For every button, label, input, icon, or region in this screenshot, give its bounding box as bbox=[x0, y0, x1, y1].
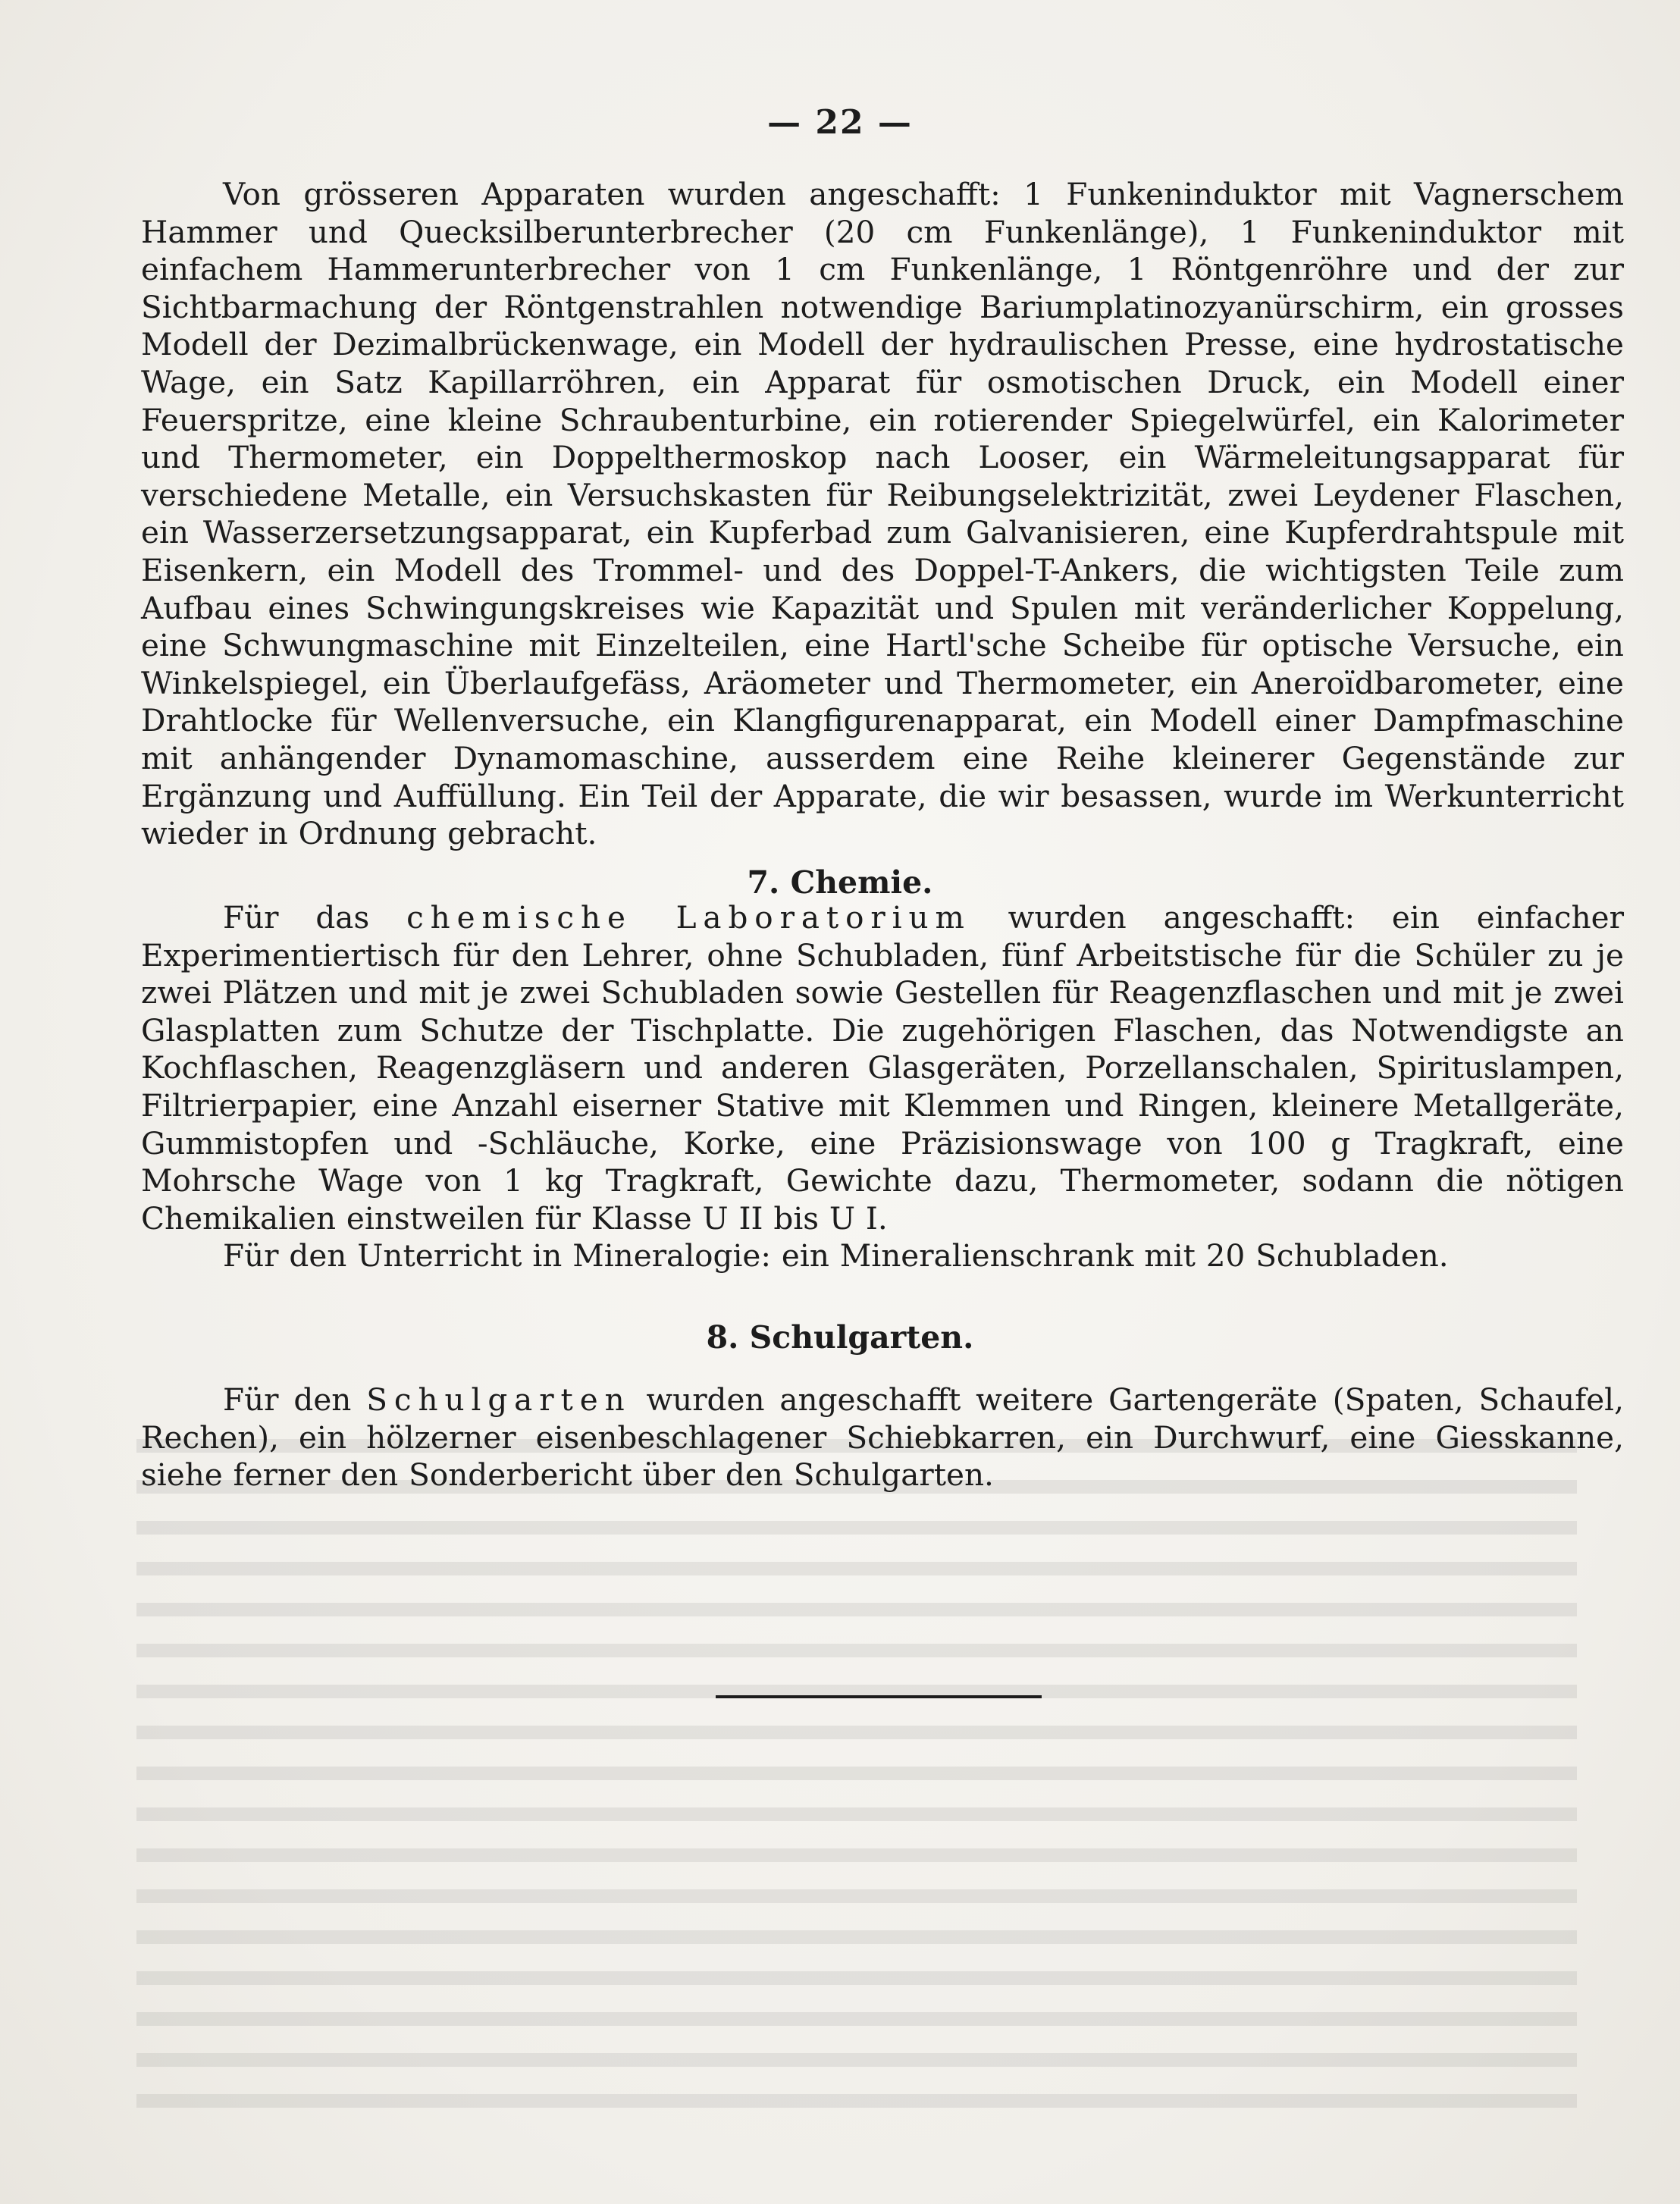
section-schulgarten bbox=[141, 1381, 1624, 1494]
chemie-spaced-term: chemische Laboratorium bbox=[406, 899, 971, 936]
chemie-rest: wurden angeschafft: ein einfacher Experimentiertisch für den Lehrer, ohne Schubladen, fünf Arbeitstische für die Schüler zu je zwei Plätzen und mit je zwei Schubladen sowie Gestellen für Reagenzflaschen und mit je zwei Glasplatten zum Schutze der Tischplatte. Die zugehörigen Flaschen, das Notwendigste an Kochflaschen, Reagenzgläsern und anderen Glasgeräten, Porzellanschalen, Spirituslampen, Filtrierpapier, eine Anzahl eiserner Stative mit Klemmen und Ringen, kleinere Metallgeräte, Gummistopfen und -Schläuche, Korke, eine Präzisionswage von 100 g Tragkraft, eine Mohrsche Wage von 1 kg Tragkraft, Gewichte dazu, Thermometer, sodann die nötigen Chemikalien einstweilen für Klasse U II bis U I. bbox=[141, 899, 1624, 1237]
section-apparate bbox=[141, 176, 1624, 853]
paragraph-schulgarten bbox=[141, 1381, 1624, 1494]
paragraph-mineralogie: Für den Unterricht in Mineralogie: ein Mineralienschrank mit 20 Schubladen. bbox=[223, 1237, 1449, 1274]
schulgarten-spaced-term: Schulgarten bbox=[366, 1381, 632, 1418]
schulgarten-rest: wurden angeschafft weitere Gartengeräte (Spaten, Schaufel, Rechen), ein hölzerner eisenbeschlagener Schiebkarren, ein Durchwurf, eine Giesskanne, siehe ferner den Sonderbericht über den Schulgarten. bbox=[141, 1381, 1624, 1494]
paragraph-apparate: Von grösseren Apparaten wurden angeschafft: 1 Funkeninduktor mit Vagnerschem Hammer und Quecksilberunterbrecher (20 cm Funkenlänge), 1 Funkeninduktor mit einfachem Hammerunterbrecher von 1 cm Funkenlänge, 1 Röntgenröhre und der zur Sichtbarmachung der Röntgenstrahlen notwendige Bariumplatinozyanürschirm, ein grosses Modell der Dezimalbrückenwage, ein Modell der hydraulischen Presse, eine hydrostatische Wage, ein Satz Kapillarröhren, ein Apparat für osmotischen Druck, ein Modell einer Feuerspritze, eine kleine Schraubenturbine, ein rotierender Spiegelwürfel, ein Kalorimeter und Thermometer, ein Doppelthermoskop nach Looser, ein Wärmeleitungsapparat für verschiedene Metalle, ein Versuchskasten für Reibungselektrizität, zwei Leydener Flaschen, ein Wasserzersetzungsapparat, ein Kupferbad zum Galvanisieren, eine Kupferdrahtspule mit Eisenkern, ein Modell des Trommel- und des Doppel-T-Ankers, die wichtigsten Teile zum Aufbau eines Schwingungskreises wie Kapazität und Spulen mit veränderlicher Koppelung, eine Schwungmaschine mit Einzelteilen, eine Hartl'sche Scheibe für optische Versuche, ein Winkelspiegel, ein Überlaufgefäss, Aräometer und Thermometer, ein Aneroïdbarometer, eine Drahtlocke für Wellenversuche, ein Klangfigurenapparat, ein Modell einer Dampfmaschine mit anhängender Dynamomaschine, ausserdem eine Reihe kleinerer Gegenstände zur Ergänzung und Auffüllung. Ein Teil der Apparate, die wir besassen, wurde im Werkunterricht wieder in Ordnung gebracht. bbox=[141, 176, 1624, 852]
page-number: — 22 — bbox=[767, 103, 913, 142]
heading-chemie: 7. Chemie. bbox=[747, 864, 933, 901]
section-end-rule bbox=[716, 1695, 1042, 1698]
chemie-intro: Für das bbox=[223, 899, 370, 936]
paragraph-chemie bbox=[141, 899, 1624, 1237]
heading-schulgarten: 8. Schulgarten. bbox=[706, 1319, 974, 1356]
schulgarten-intro: Für den bbox=[223, 1381, 352, 1418]
bleed-through-texture bbox=[136, 1425, 1577, 2108]
section-chemie bbox=[141, 899, 1624, 1275]
